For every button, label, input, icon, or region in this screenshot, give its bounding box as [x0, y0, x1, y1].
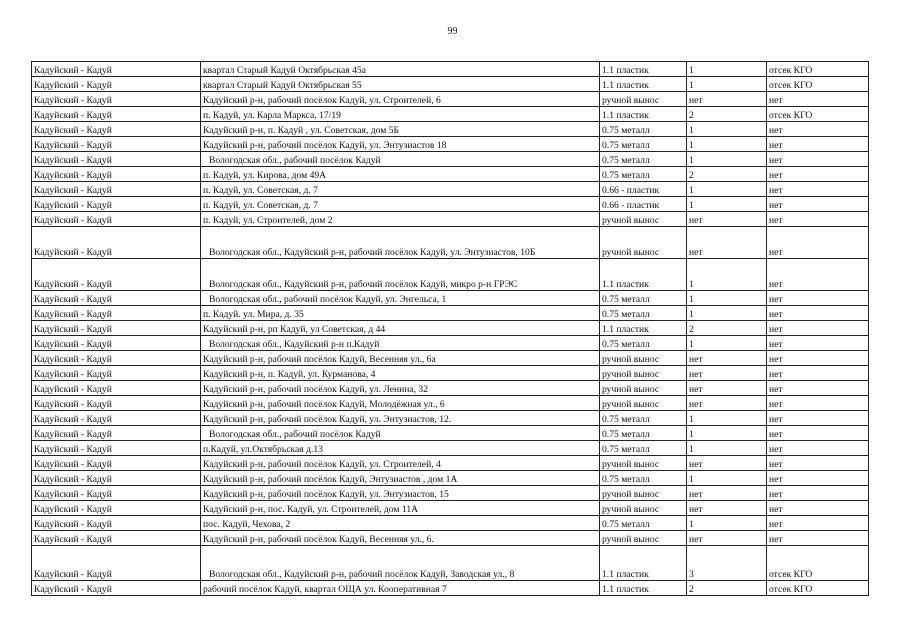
- container-count-cell: нет: [687, 531, 767, 546]
- container-type-cell: 0.75 металл: [600, 306, 687, 321]
- district-cell: Кадуйский - Кадуй: [32, 426, 201, 441]
- container-type-cell: ручной вынос: [600, 351, 687, 366]
- address-cell: Кадуйский р-н, рабочий посёлок Кадуй, ул. Энтузиастов, 15: [201, 486, 600, 501]
- address-cell: п. Кадуй, ул. Советская, д. 7: [201, 182, 600, 197]
- kgo-compartment-cell: отсек КГО: [767, 77, 869, 92]
- table-body: [32, 62, 869, 596]
- address-cell: п. Кадуй, ул. Карла Маркса, 17/19: [201, 107, 600, 122]
- container-count-cell: 1: [687, 471, 767, 486]
- table-row: [32, 581, 869, 596]
- kgo-compartment-cell: нет: [767, 291, 869, 306]
- kgo-compartment-cell: нет: [767, 366, 869, 381]
- address-cell: Кадуйский р-н, рабочий посёлок Кадуй, ул. Строителей, 4: [201, 456, 600, 471]
- container-type-cell: ручной вынос: [600, 501, 687, 516]
- table-row: [32, 92, 869, 107]
- table-row: [32, 152, 869, 167]
- table-row: [32, 426, 869, 441]
- kgo-compartment-cell: нет: [767, 351, 869, 366]
- district-cell: Кадуйский - Кадуй: [32, 321, 201, 336]
- table-row: [32, 137, 869, 152]
- table-row: [32, 212, 869, 227]
- district-cell: Кадуйский - Кадуй: [32, 62, 201, 77]
- kgo-compartment-cell: отсек КГО: [767, 546, 869, 581]
- container-count-cell: 2: [687, 581, 767, 596]
- table-row: [32, 77, 869, 92]
- container-type-cell: 0.66 - пластик: [600, 182, 687, 197]
- kgo-compartment-cell: нет: [767, 426, 869, 441]
- container-count-cell: 1: [687, 336, 767, 351]
- district-cell: Кадуйский - Кадуй: [32, 152, 201, 167]
- district-cell: Кадуйский - Кадуй: [32, 77, 201, 92]
- container-type-cell: ручной вынос: [600, 381, 687, 396]
- container-count-cell: нет: [687, 381, 767, 396]
- container-count-cell: 1: [687, 77, 767, 92]
- table-row: [32, 259, 869, 291]
- kgo-compartment-cell: отсек КГО: [767, 581, 869, 596]
- address-cell: п. Кадуй, ул. Кирова, дом 49А: [201, 167, 600, 182]
- district-cell: Кадуйский - Кадуй: [32, 197, 201, 212]
- container-type-cell: 1.1 пластик: [600, 62, 687, 77]
- address-cell: Вологодская обл., рабочий посёлок Кадуй, ул. Энгельса, 1: [201, 291, 600, 306]
- container-type-cell: 0.75 металл: [600, 336, 687, 351]
- address-cell: п.Кадуй, ул.Октябрьская д.13: [201, 441, 600, 456]
- address-cell: Кадуйский р-н, п. Кадуй , ул. Советская, дом 5Б: [201, 122, 600, 137]
- container-count-cell: 1: [687, 306, 767, 321]
- district-cell: Кадуйский - Кадуй: [32, 456, 201, 471]
- kgo-compartment-cell: нет: [767, 306, 869, 321]
- address-cell: Кадуйский р-н, рабочий посёлок Кадуй, ул. Энтузиастов, 12.: [201, 411, 600, 426]
- container-type-cell: 1.1 пластик: [600, 581, 687, 596]
- kgo-compartment-cell: нет: [767, 396, 869, 411]
- container-type-cell: 0.75 металл: [600, 471, 687, 486]
- district-cell: Кадуйский - Кадуй: [32, 212, 201, 227]
- address-cell: Кадуйский р-н, рабочий посёлок Кадуй, ул. Ленина, 32: [201, 381, 600, 396]
- kgo-compartment-cell: отсек КГО: [767, 107, 869, 122]
- waste-container-table: [31, 61, 869, 596]
- district-cell: Кадуйский - Кадуй: [32, 122, 201, 137]
- container-type-cell: 0.66 - пластик: [600, 197, 687, 212]
- district-cell: Кадуйский - Кадуй: [32, 182, 201, 197]
- container-type-cell: 0.75 металл: [600, 167, 687, 182]
- address-cell: квартал Старый Кадуй Октябрьская 55: [201, 77, 600, 92]
- container-type-cell: ручной вынос: [600, 486, 687, 501]
- address-cell: Вологодская обл., рабочий посёлок Кадуй: [201, 426, 600, 441]
- address-cell: Вологодская обл., Кадуйский р-н, рабочий посёлок Кадуй, микро р-н ГРЭС: [201, 259, 600, 291]
- container-count-cell: 1: [687, 182, 767, 197]
- kgo-compartment-cell: нет: [767, 152, 869, 167]
- container-type-cell: 0.75 металл: [600, 516, 687, 531]
- container-count-cell: 2: [687, 167, 767, 182]
- container-type-cell: ручной вынос: [600, 456, 687, 471]
- kgo-compartment-cell: нет: [767, 411, 869, 426]
- district-cell: Кадуйский - Кадуй: [32, 531, 201, 546]
- table-row: [32, 396, 869, 411]
- container-type-cell: 1.1 пластик: [600, 259, 687, 291]
- table-row: [32, 167, 869, 182]
- table-row: [32, 546, 869, 581]
- container-count-cell: нет: [687, 486, 767, 501]
- table-row: [32, 62, 869, 77]
- kgo-compartment-cell: нет: [767, 471, 869, 486]
- container-type-cell: ручной вынос: [600, 92, 687, 107]
- address-cell: Кадуйский р-н, рабочий посёлок Кадуй, ул. Энтузиастов 18: [201, 137, 600, 152]
- kgo-compartment-cell: нет: [767, 486, 869, 501]
- container-count-cell: 1: [687, 152, 767, 167]
- table-row: [32, 516, 869, 531]
- table-row: [32, 197, 869, 212]
- container-count-cell: 1: [687, 197, 767, 212]
- address-cell: Кадуйский р-н, рабочий посёлок Кадуй, Молодёжная ул., 6: [201, 396, 600, 411]
- table-row: [32, 471, 869, 486]
- table-row: [32, 501, 869, 516]
- container-type-cell: 1.1 пластик: [600, 321, 687, 336]
- kgo-compartment-cell: нет: [767, 456, 869, 471]
- address-cell: Кадуйский р-н, п. Кадуй, ул. Курманова, 4: [201, 366, 600, 381]
- container-count-cell: нет: [687, 92, 767, 107]
- container-type-cell: 1.1 пластик: [600, 107, 687, 122]
- kgo-compartment-cell: отсек КГО: [767, 62, 869, 77]
- district-cell: Кадуйский - Кадуй: [32, 107, 201, 122]
- kgo-compartment-cell: нет: [767, 197, 869, 212]
- container-count-cell: 3: [687, 546, 767, 581]
- table-row: [32, 182, 869, 197]
- district-cell: Кадуйский - Кадуй: [32, 516, 201, 531]
- district-cell: Кадуйский - Кадуй: [32, 471, 201, 486]
- container-count-cell: нет: [687, 212, 767, 227]
- address-cell: Кадуйский р-н, рабочий посёлок Кадуй, Весенняя ул., 6.: [201, 531, 600, 546]
- table-row: [32, 366, 869, 381]
- table-row: [32, 291, 869, 306]
- address-cell: п. Кадуй, ул. Советская, д. 7: [201, 197, 600, 212]
- kgo-compartment-cell: нет: [767, 212, 869, 227]
- table-row: [32, 306, 869, 321]
- district-cell: Кадуйский - Кадуй: [32, 306, 201, 321]
- container-type-cell: 1.1 пластик: [600, 77, 687, 92]
- container-type-cell: ручной вынос: [600, 366, 687, 381]
- district-cell: Кадуйский - Кадуй: [32, 411, 201, 426]
- district-cell: Кадуйский - Кадуй: [32, 366, 201, 381]
- table-row: [32, 531, 869, 546]
- address-cell: Кадуйский р-н, рабочий посёлок Кадуй, Весенняя ул., 6а: [201, 351, 600, 366]
- table-row: [32, 486, 869, 501]
- district-cell: Кадуйский - Кадуй: [32, 227, 201, 259]
- address-cell: Вологодская обл., Кадуйский р-н п.Кадуй: [201, 336, 600, 351]
- district-cell: Кадуйский - Кадуй: [32, 546, 201, 581]
- container-count-cell: 1: [687, 426, 767, 441]
- container-count-cell: 1: [687, 516, 767, 531]
- kgo-compartment-cell: нет: [767, 531, 869, 546]
- container-count-cell: 1: [687, 259, 767, 291]
- district-cell: Кадуйский - Кадуй: [32, 259, 201, 291]
- container-count-cell: 1: [687, 62, 767, 77]
- container-type-cell: ручной вынос: [600, 531, 687, 546]
- container-count-cell: нет: [687, 501, 767, 516]
- kgo-compartment-cell: нет: [767, 137, 869, 152]
- address-cell: Кадуйский р-н, рабочий посёлок Кадуй, Энтузиастов , дом 1А: [201, 471, 600, 486]
- kgo-compartment-cell: нет: [767, 167, 869, 182]
- table-row: [32, 122, 869, 137]
- container-type-cell: 1.1 пластик: [600, 546, 687, 581]
- table-row: [32, 336, 869, 351]
- address-cell: пос. Кадуй, Чехова, 2: [201, 516, 600, 531]
- container-type-cell: ручной вынос: [600, 396, 687, 411]
- kgo-compartment-cell: нет: [767, 321, 869, 336]
- kgo-compartment-cell: нет: [767, 336, 869, 351]
- district-cell: Кадуйский - Кадуй: [32, 581, 201, 596]
- table-row: [32, 381, 869, 396]
- district-cell: Кадуйский - Кадуй: [32, 381, 201, 396]
- district-cell: Кадуйский - Кадуй: [32, 291, 201, 306]
- kgo-compartment-cell: нет: [767, 516, 869, 531]
- container-count-cell: нет: [687, 396, 767, 411]
- district-cell: Кадуйский - Кадуй: [32, 441, 201, 456]
- container-count-cell: 1: [687, 137, 767, 152]
- district-cell: Кадуйский - Кадуй: [32, 92, 201, 107]
- address-cell: рабочий посёлок Кадуй, квартал ОЩА ул. Кооперативная 7: [201, 581, 600, 596]
- container-count-cell: 2: [687, 107, 767, 122]
- kgo-compartment-cell: нет: [767, 122, 869, 137]
- address-cell: квартал Старый Кадуй Октябрьская 45а: [201, 62, 600, 77]
- kgo-compartment-cell: нет: [767, 182, 869, 197]
- container-type-cell: 0.75 металл: [600, 137, 687, 152]
- district-cell: Кадуйский - Кадуй: [32, 336, 201, 351]
- container-count-cell: 1: [687, 122, 767, 137]
- address-cell: Вологодская обл., Кадуйский р-н, рабочий посёлок Кадуй, Заводская ул., 8: [201, 546, 600, 581]
- container-count-cell: 1: [687, 291, 767, 306]
- table-row: [32, 321, 869, 336]
- container-type-cell: ручной вынос: [600, 212, 687, 227]
- container-type-cell: ручной вынос: [600, 227, 687, 259]
- district-cell: Кадуйский - Кадуй: [32, 396, 201, 411]
- address-cell: Кадуйский р-н, пос. Кадуй, ул. Строителей, дом 11А: [201, 501, 600, 516]
- address-cell: Кадуйский р-н, рп Кадуй, ул Советская, д 44: [201, 321, 600, 336]
- district-cell: Кадуйский - Кадуй: [32, 351, 201, 366]
- kgo-compartment-cell: нет: [767, 259, 869, 291]
- container-count-cell: нет: [687, 227, 767, 259]
- table-row: [32, 441, 869, 456]
- container-count-cell: 2: [687, 321, 767, 336]
- container-count-cell: нет: [687, 456, 767, 471]
- address-cell: Вологодская обл., Кадуйский р-н, рабочий посёлок Кадуй, ул. Энтузиастов, 10Б: [201, 227, 600, 259]
- container-count-cell: 1: [687, 441, 767, 456]
- address-cell: Вологодская обл., рабочий посёлок Кадуй: [201, 152, 600, 167]
- table-row: [32, 351, 869, 366]
- kgo-compartment-cell: нет: [767, 227, 869, 259]
- kgo-compartment-cell: нет: [767, 92, 869, 107]
- district-cell: Кадуйский - Кадуй: [32, 137, 201, 152]
- address-cell: п. Кадуй. ул. Мира, д. 35: [201, 306, 600, 321]
- table-row: [32, 227, 869, 259]
- district-cell: Кадуйский - Кадуй: [32, 501, 201, 516]
- kgo-compartment-cell: нет: [767, 501, 869, 516]
- kgo-compartment-cell: нет: [767, 381, 869, 396]
- district-cell: Кадуйский - Кадуй: [32, 486, 201, 501]
- container-type-cell: 0.75 металл: [600, 441, 687, 456]
- container-type-cell: 0.75 металл: [600, 152, 687, 167]
- address-cell: Кадуйский р-н, рабочий посёлок Кадуй, ул. Строителей, 6: [201, 92, 600, 107]
- table-row: [32, 107, 869, 122]
- container-count-cell: 1: [687, 411, 767, 426]
- table-row: [32, 456, 869, 471]
- container-type-cell: 0.75 металл: [600, 122, 687, 137]
- container-type-cell: 0.75 металл: [600, 291, 687, 306]
- container-type-cell: 0.75 металл: [600, 411, 687, 426]
- container-type-cell: 0.75 металл: [600, 426, 687, 441]
- district-cell: Кадуйский - Кадуй: [32, 167, 201, 182]
- container-count-cell: нет: [687, 366, 767, 381]
- page-number: 99: [447, 26, 458, 37]
- container-count-cell: нет: [687, 351, 767, 366]
- address-cell: п. Кадуй, ул. Строителей, дом 2: [201, 212, 600, 227]
- table-row: [32, 411, 869, 426]
- kgo-compartment-cell: нет: [767, 441, 869, 456]
